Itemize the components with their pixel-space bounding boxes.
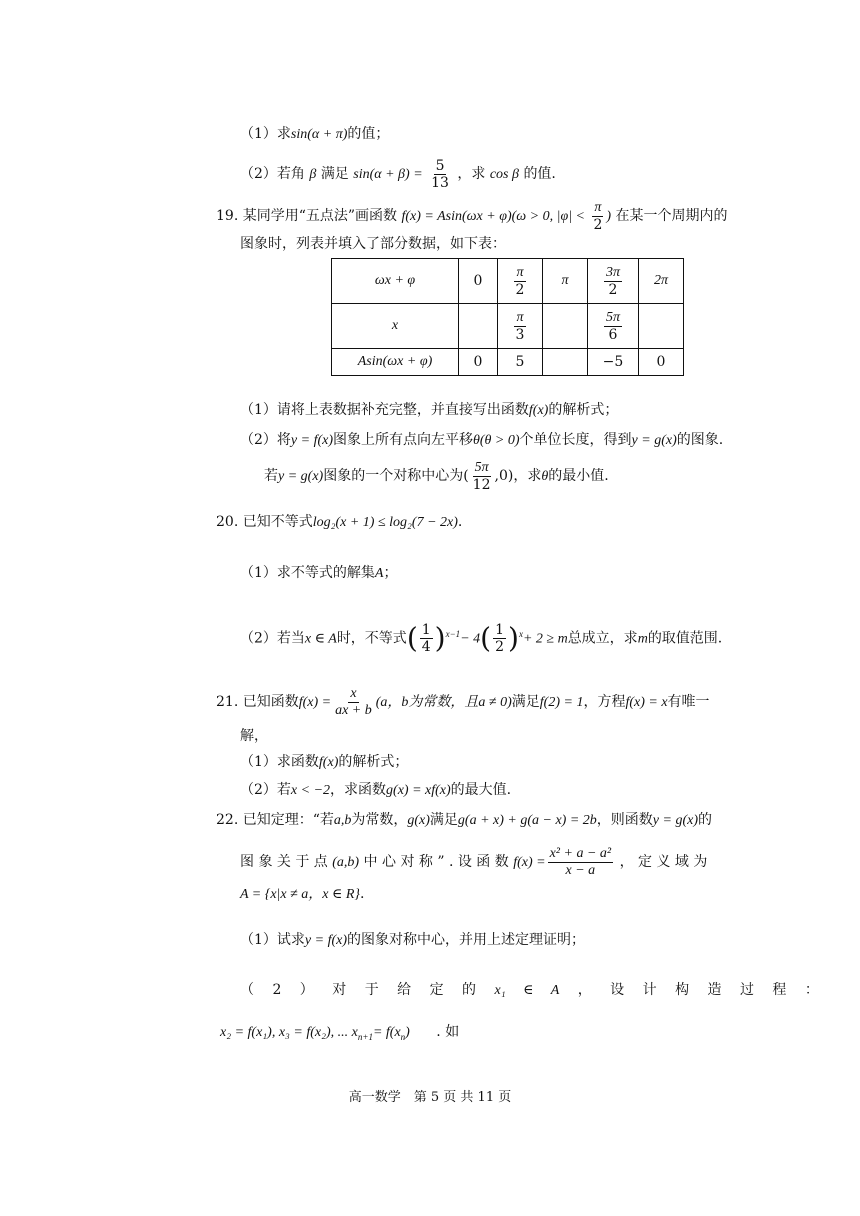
q19-p2-a: （2）将 xyxy=(240,432,291,448)
table-header-phase: ωx + φ xyxy=(332,259,459,304)
q19-center-open: ( xyxy=(463,468,469,484)
q22-intro-line2 xyxy=(240,842,707,883)
table-header-x: x xyxy=(332,304,459,349)
q20-exp2: x xyxy=(518,629,523,639)
q22-seq-end: = f(x xyxy=(372,1025,401,1040)
q19-part1 xyxy=(240,400,618,421)
q22-part2 xyxy=(240,980,819,1001)
paren-open: ( xyxy=(406,621,418,655)
q21-p2-c: 的最大值. xyxy=(450,782,512,798)
table-cell: $\frac{\pi}{2}$ xyxy=(498,259,543,304)
q19-frac-num: π xyxy=(594,199,602,215)
q19-p2-g: y = g(x) xyxy=(631,433,677,448)
q21-intro-d: 有唯一 xyxy=(667,694,710,710)
q18-beta: β xyxy=(309,167,317,182)
table-row xyxy=(332,349,684,376)
q21-fraction xyxy=(333,686,374,719)
q19-intro xyxy=(216,198,728,235)
q20-intro-end: . xyxy=(457,514,463,530)
q20-part1 xyxy=(240,563,397,584)
q20-exp1: x−1 xyxy=(445,629,461,639)
paren-close: ) xyxy=(434,621,446,655)
q21-eq: f(x) = x xyxy=(625,695,668,710)
q22-part1 xyxy=(240,930,585,951)
five-point-table xyxy=(331,258,684,376)
q22-p1-b: 的图象对称中心，并用上述定理证明； xyxy=(347,932,586,948)
q20-p2-a: （2）若当 xyxy=(240,630,305,647)
q22-p1-a: （1）试求 xyxy=(240,932,305,948)
q20-minus: − 4 xyxy=(460,631,481,647)
q20-inequality: log₂(x + 1) ≤ log₂(7 − 2x) xyxy=(312,515,458,530)
q18-fraction xyxy=(429,158,451,191)
q18-part2-mid: 满足 xyxy=(320,166,349,182)
table-cell: 0 xyxy=(459,259,498,304)
q20-intro-text: 20. 已知不等式 xyxy=(216,514,313,530)
q18-part1 xyxy=(240,124,389,145)
q18-part2 xyxy=(240,154,556,195)
table-row xyxy=(332,304,684,349)
q21-p1-b: 的解析式； xyxy=(338,754,409,770)
q22-gx: g(x) xyxy=(407,813,430,828)
q21-part2 xyxy=(240,780,511,801)
page-footer: 高一数学 第 5 页 共 11 页 xyxy=(348,1090,512,1105)
q19-close-paren: ) xyxy=(606,209,612,224)
q18-part2-tail: ，求 xyxy=(457,166,486,182)
q22-seq-sub: n+1 xyxy=(357,1031,373,1042)
q20-part2 xyxy=(240,612,722,662)
q21-p2-a: （2）若 xyxy=(240,782,291,798)
q22-intro-b: 为常数， xyxy=(351,812,408,828)
q19-p2l2-theta: θ xyxy=(541,469,549,484)
q22-p1-y: y = f(x) xyxy=(304,933,348,948)
q19-intro-line2-text: 图象时，列表并填入了部分数据，如下表： xyxy=(240,236,506,252)
table-cell: 5 xyxy=(498,349,543,376)
table-cell: $\frac{5\pi}{6}$ xyxy=(588,304,639,349)
q22-p2-b: ， 设 计 构 造 过 程 ： xyxy=(577,982,819,998)
q22-sequence xyxy=(220,1022,459,1047)
table-cell: −5 xyxy=(588,349,639,376)
q21-p1-a: （1）求函数 xyxy=(240,754,319,770)
q21-f-den: ax + b xyxy=(335,702,372,718)
q18-part2-end: 的值. xyxy=(523,166,556,182)
q19-center-close: ,0) xyxy=(494,468,514,484)
q19-p2-d: 的图象. xyxy=(676,432,724,448)
table-cell: $\frac{3\pi}{2}$ xyxy=(588,259,639,304)
q22-l2-a: 图 象 关 于 点 xyxy=(240,854,328,870)
q18-frac-den: 13 xyxy=(431,174,449,191)
q21-intro-e: 解， xyxy=(240,728,268,744)
q21-f-cond: (a，b为常数，且a ≠ 0) xyxy=(375,695,512,710)
q22-f-num: x² + a − a² xyxy=(549,845,612,861)
q19-p2-b: 图象上所有点向左平移 xyxy=(333,432,474,448)
table-cell: 0 xyxy=(459,349,498,376)
q22-p2-x1: x₁ ∈ A xyxy=(494,983,560,998)
q20-p2-c: 总成立，求 xyxy=(567,630,638,647)
q20-rest: + 2 ≥ m xyxy=(522,631,568,647)
q19-part1-f: f(x) xyxy=(528,403,549,418)
q19-function: f(x) = Asin(ωx + φ)(ω > 0, |φ| < xyxy=(401,209,585,224)
q20-p1-set: A xyxy=(374,566,384,581)
q22-domain xyxy=(240,884,365,905)
q22-seq-close: ) xyxy=(405,1025,410,1040)
q22-intro xyxy=(216,810,712,831)
q22-ygx: y = g(x) xyxy=(652,813,698,828)
q21-f2: f(2) = 1 xyxy=(539,695,584,710)
q18-part2-expr: sin(α + β) = xyxy=(353,167,423,182)
q18-part1-label: （1）求 xyxy=(240,126,291,142)
q18-part2-label: （2）若角 xyxy=(240,166,305,182)
q20-p2-d: 的取值范围. xyxy=(647,630,723,647)
table-cell: $\frac{\pi}{3}$ xyxy=(498,304,543,349)
q20-p2-b: 时，不等式 xyxy=(336,630,407,647)
q19-pi-half xyxy=(591,200,604,233)
q19-intro-text: 19. 某同学用“五点法”画函数 xyxy=(216,208,398,224)
q19-p2-theta: θ(θ > 0) xyxy=(473,433,520,448)
q19-p2l2-d: 的最小值. xyxy=(548,468,609,484)
table-cell xyxy=(543,304,588,349)
q20-half-num: 1 xyxy=(495,622,504,639)
q22-l2-c: ， 定 义 域 为 xyxy=(619,854,708,870)
q22-intro-d: ，则函数 xyxy=(596,812,653,828)
paren-close: ) xyxy=(508,621,519,655)
q19-frac-den: 2 xyxy=(593,216,603,233)
q21-f-lhs: f(x) = xyxy=(298,695,332,710)
table-cell xyxy=(459,304,498,349)
q20-quarter-den: 4 xyxy=(421,639,431,656)
q19-center-den: 12 xyxy=(472,476,491,493)
q22-domain-set: A = {x|x ≠ a，x ∈ R} xyxy=(240,887,361,902)
q19-p2l2-a: 若 xyxy=(264,468,278,484)
table-cell: 0 xyxy=(639,349,684,376)
q19-part1-text: （1）请将上表数据补充完整，并直接写出函数 xyxy=(240,402,529,418)
q21-part1 xyxy=(240,752,408,773)
table-cell: 2π xyxy=(639,259,684,304)
q21-intro xyxy=(216,682,710,723)
q22-seq-sub2: n xyxy=(400,1031,406,1042)
q18-part1-expr: sin(α + π) xyxy=(290,127,348,142)
q20-p1-a: （1）求不等式的解集 xyxy=(240,565,375,581)
q18-frac-num: 5 xyxy=(435,157,445,174)
table-header-value: Asin(ωx + φ) xyxy=(332,349,459,376)
q19-p2l2-g: y = g(x) xyxy=(278,469,324,484)
q20-half xyxy=(493,622,506,655)
q20-half-den: 2 xyxy=(495,639,504,656)
q22-domain-end: . xyxy=(360,886,365,902)
q20-intro xyxy=(216,512,462,533)
q21-p2-cond: x < −2 xyxy=(290,783,331,798)
q20-p1-b: ； xyxy=(383,565,398,581)
q19-p2-c: 个单位长度，得到 xyxy=(519,432,632,448)
q21-p1-f: f(x) xyxy=(318,755,339,770)
q22-p2-ru: . 如 xyxy=(436,1024,460,1040)
q19-part1-tail: 的解析式； xyxy=(548,402,619,418)
table-cell xyxy=(543,349,588,376)
q21-f-num: x xyxy=(350,685,357,701)
q18-part1-tail: 的值； xyxy=(347,126,390,142)
q19-p2-y: y = f(x) xyxy=(290,433,334,448)
q19-center-frac xyxy=(471,460,493,493)
q19-p2l2-b: 图象的一个对称中心为 xyxy=(323,468,464,484)
q22-f-lhs: f(x) = xyxy=(513,855,546,870)
q20-quarter xyxy=(420,622,433,655)
q22-fraction xyxy=(548,846,614,879)
table-cell xyxy=(639,304,684,349)
paren-open: ( xyxy=(480,621,492,655)
q22-intro-c: 满足 xyxy=(429,812,458,828)
q22-seq: x₂ = f(x₁), x₃ = f(x₂), ... x xyxy=(220,1025,358,1040)
table-cell: π xyxy=(543,259,588,304)
q21-intro-a: 21. 已知函数 xyxy=(216,694,299,710)
q21-intro-line2 xyxy=(240,726,268,746)
q22-l2-point: (a,b) xyxy=(332,855,360,870)
q22-intro-e: 的 xyxy=(698,812,712,828)
q19-part2 xyxy=(240,430,723,451)
q22-intro-a: 22. 已知定理：“若 xyxy=(216,812,334,828)
q18-cos-beta: cos β xyxy=(489,167,519,182)
q19-intro-tail: 在某一个周期内的 xyxy=(615,208,728,224)
table-row xyxy=(332,259,684,304)
q22-f-den: x − a xyxy=(565,862,596,878)
q21-intro-b: 满足 xyxy=(511,694,540,710)
q22-ab: a,b xyxy=(333,813,352,828)
q20-p2-cond: x ∈ A xyxy=(304,631,337,647)
q21-p2-b: ，求函数 xyxy=(330,782,387,798)
q19-intro-line2 xyxy=(240,234,506,254)
q22-cond: g(a + x) + g(a − x) = 2b xyxy=(457,813,597,828)
q21-p2-g: g(x) = xf(x) xyxy=(386,783,451,798)
q21-intro-c: ，方程 xyxy=(583,694,626,710)
q20-quarter-num: 1 xyxy=(421,622,431,639)
q19-part2-line2 xyxy=(264,456,609,497)
q22-p2-a: （ 2 ） 对 于 给 定 的 xyxy=(240,982,477,998)
q19-center-num: 5π xyxy=(474,459,489,475)
q22-l2-b: 中 心 对 称 ” . 设 函 数 xyxy=(363,854,509,870)
q20-m: m xyxy=(637,631,648,647)
q19-p2l2-c: ，求 xyxy=(513,468,542,484)
